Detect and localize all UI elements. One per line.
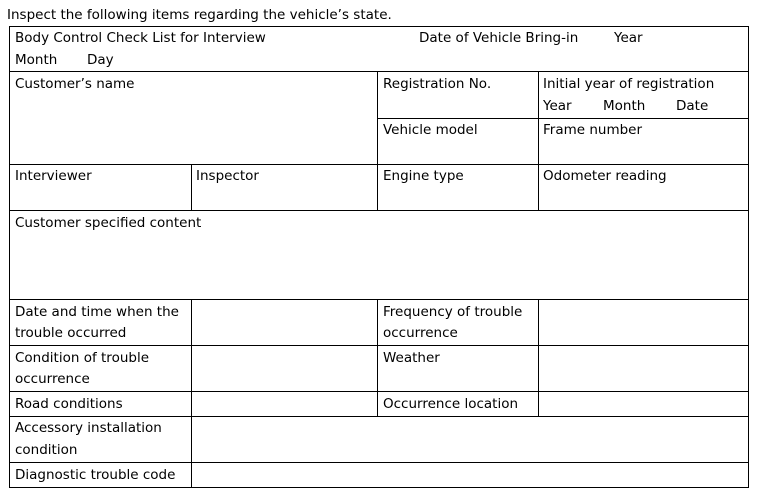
vehicle-model-label: Vehicle model bbox=[383, 122, 478, 138]
row-divider bbox=[9, 299, 749, 300]
row-divider bbox=[9, 416, 749, 417]
initial-year-month-label: Month bbox=[603, 98, 646, 114]
occurrence-location-label: Occurrence location bbox=[383, 396, 519, 412]
row-divider bbox=[9, 210, 749, 211]
bring-in-date-label: Date of Vehicle Bring-in bbox=[419, 30, 579, 46]
column-divider bbox=[191, 299, 192, 488]
column-divider bbox=[377, 71, 378, 211]
odometer-label: Odometer reading bbox=[543, 168, 667, 184]
row-divider bbox=[9, 164, 749, 165]
column-divider bbox=[538, 299, 539, 417]
row-divider bbox=[9, 462, 749, 463]
customer-specified-content-label: Customer specified content bbox=[15, 215, 202, 231]
initial-year-year-label: Year bbox=[543, 98, 572, 114]
weather-label: Weather bbox=[383, 350, 440, 366]
frequency-label-line1: Frequency of trouble bbox=[383, 304, 523, 320]
registration-no-label: Registration No. bbox=[383, 76, 492, 92]
accessory-label-line2: condition bbox=[15, 442, 78, 458]
column-divider bbox=[191, 164, 192, 211]
row-divider bbox=[9, 391, 749, 392]
interviewer-label: Interviewer bbox=[15, 168, 92, 184]
inspector-label: Inspector bbox=[196, 168, 259, 184]
bring-in-year-label: Year bbox=[614, 30, 643, 46]
condition-label-line1: Condition of trouble bbox=[15, 350, 150, 366]
row-divider bbox=[377, 118, 749, 119]
checklist-title: Body Control Check List for Interview bbox=[15, 30, 266, 46]
row-divider bbox=[9, 345, 749, 346]
accessory-label-line1: Accessory installation bbox=[15, 420, 162, 436]
trouble-datetime-label-line2: trouble occurred bbox=[15, 325, 127, 341]
diagnostic-code-label: Diagnostic trouble code bbox=[15, 467, 176, 483]
intro-text: Inspect the following items regarding the vehicle’s state. bbox=[7, 7, 392, 23]
road-conditions-label: Road conditions bbox=[15, 396, 123, 412]
initial-year-date-label: Date bbox=[676, 98, 709, 114]
initial-year-label: Initial year of registration bbox=[543, 76, 715, 92]
bring-in-day-label: Day bbox=[87, 52, 114, 68]
frequency-label-line2: occurrence bbox=[383, 325, 458, 341]
column-divider bbox=[538, 71, 539, 211]
trouble-datetime-label-line1: Date and time when the bbox=[15, 304, 179, 320]
bring-in-month-label: Month bbox=[15, 52, 58, 68]
frame-number-label: Frame number bbox=[543, 122, 643, 138]
row-divider bbox=[9, 71, 749, 72]
customer-name-label: Customer’s name bbox=[15, 76, 135, 92]
engine-type-label: Engine type bbox=[383, 168, 464, 184]
column-divider bbox=[377, 299, 378, 417]
condition-label-line2: occurrence bbox=[15, 371, 90, 387]
